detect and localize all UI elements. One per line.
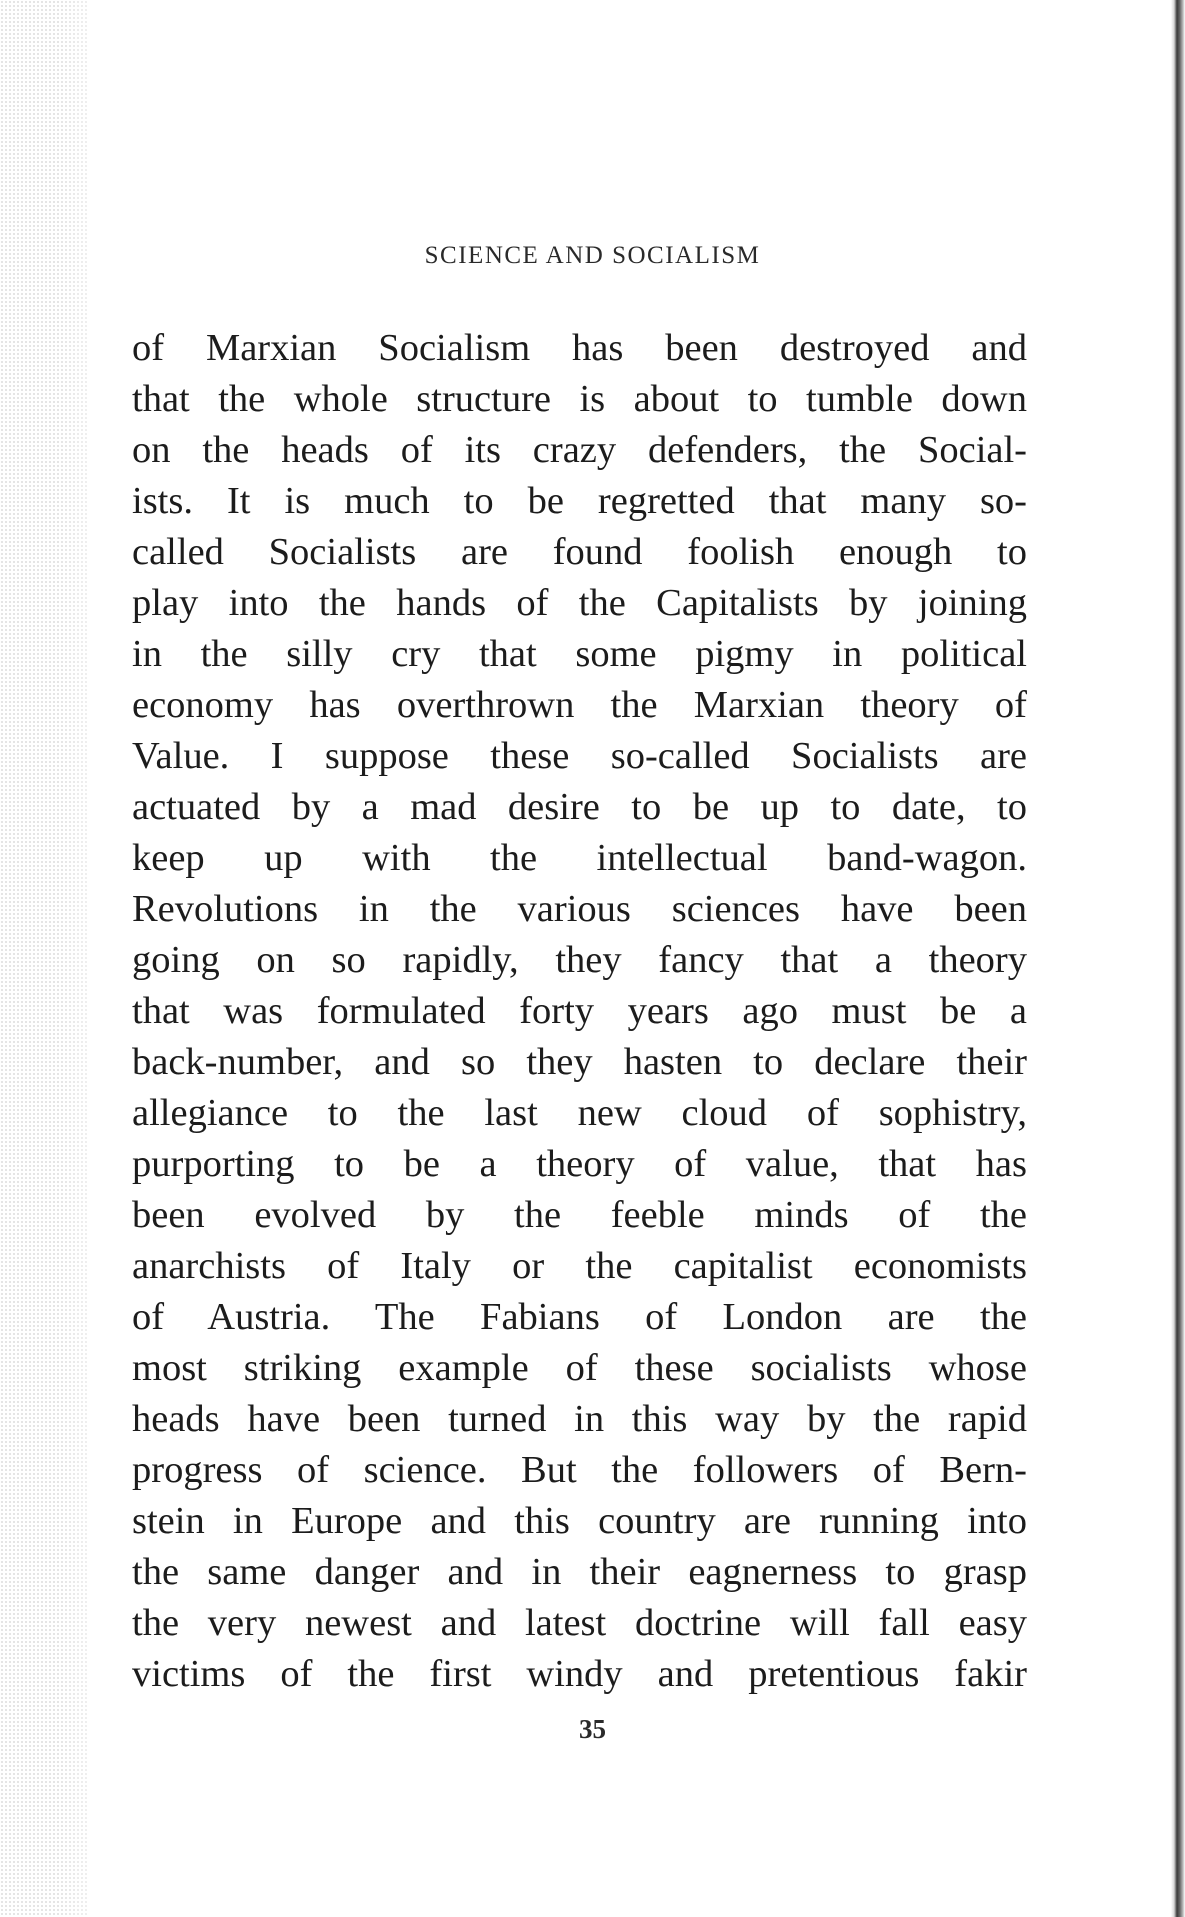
text-line: actuated by a mad desire to be up to date, to <box>132 786 1027 828</box>
text-line: of Austria. The Fabians of London are the <box>132 1296 1027 1338</box>
text-line: been evolved by the feeble minds of the <box>132 1194 1027 1236</box>
text-line: purporting to be a theory of value, that has <box>132 1143 1027 1185</box>
text-line: on the heads of its crazy defenders, the Social- <box>132 429 1027 471</box>
text-line: keep up with the intellectual band-wagon. <box>132 837 1027 879</box>
scan-left-edge-fade <box>60 0 130 1917</box>
text-line: most striking example of these socialists whose <box>132 1347 1027 1389</box>
text-line: in the silly cry that some pigmy in political <box>132 633 1027 675</box>
text-line: called Socialists are found foolish enough to <box>132 531 1027 573</box>
text-line: allegiance to the last new cloud of sophistry, <box>132 1092 1027 1134</box>
text-line: ists. It is much to be regretted that many so- <box>132 480 1027 522</box>
text-line: of Marxian Socialism has been destroyed and <box>132 327 1027 369</box>
text-line: Revolutions in the various sciences have been <box>132 888 1027 930</box>
text-line: Value. I suppose these so-called Socialists are <box>132 735 1027 777</box>
text-line: the same danger and in their eagnerness to grasp <box>132 1551 1027 1593</box>
text-line: progress of science. But the followers of Bern- <box>132 1449 1027 1491</box>
body-text <box>132 323 1027 1700</box>
page-number: 35 <box>579 1714 606 1744</box>
text-line: play into the hands of the Capitalists by joining <box>132 582 1027 624</box>
text-line: economy has overthrown the Marxian theory of <box>132 684 1027 726</box>
running-head: SCIENCE AND SOCIALISM <box>424 242 761 269</box>
text-line: that the whole structure is about to tumble down <box>132 378 1027 420</box>
text-line: the very newest and latest doctrine will fall easy <box>132 1602 1027 1644</box>
text-line: anarchists of Italy or the capitalist economists <box>132 1245 1027 1287</box>
text-line: stein in Europe and this country are running into <box>132 1500 1027 1542</box>
text-line: going on so rapidly, they fancy that a theory <box>132 939 1027 981</box>
page-binding-edge <box>1171 0 1185 1917</box>
text-line: victims of the first windy and pretentious fakir <box>132 1653 1027 1695</box>
text-line: that was formulated forty years ago must be a <box>132 990 1027 1032</box>
text-line: back-number, and so they hasten to declare their <box>132 1041 1027 1083</box>
text-line: heads have been turned in this way by the rapid <box>132 1398 1027 1440</box>
